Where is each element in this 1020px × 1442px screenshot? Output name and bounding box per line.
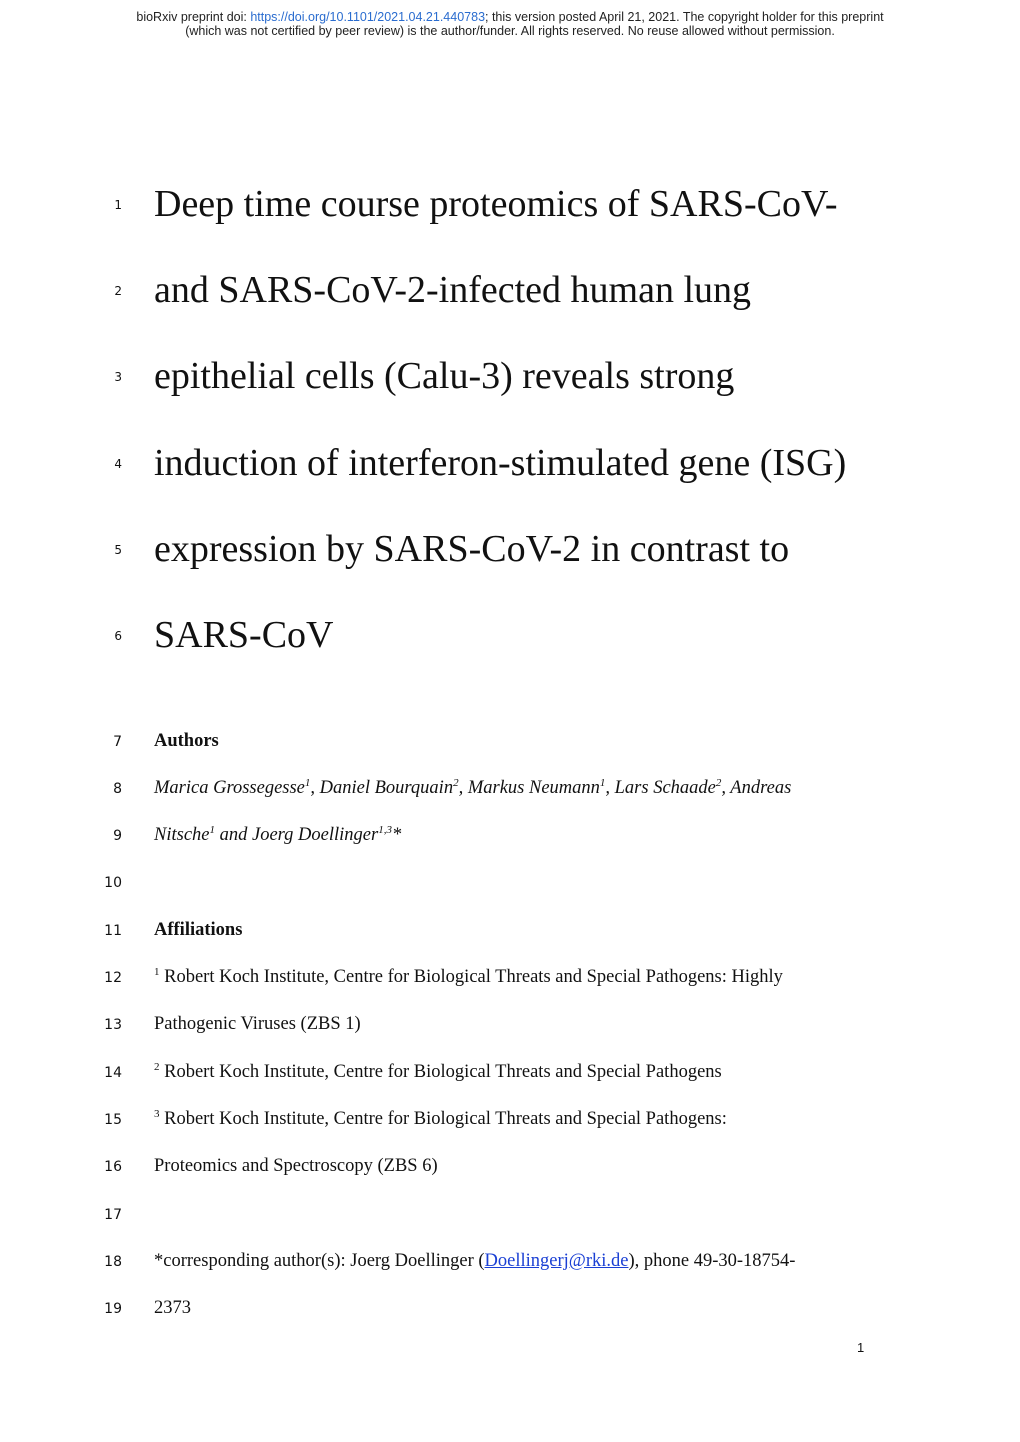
affiliation-mark: 1 (154, 965, 160, 978)
author-affiliation-mark: 2 (715, 776, 722, 789)
line-number: 6 (114, 629, 122, 643)
banner-copyright-note: (which was not certified by peer review) is the author/funder. All rights reserved. No reuse allowed without permission. (185, 24, 835, 38)
title-text: and SARS-CoV-2-infected human lung (154, 269, 752, 311)
title-text: induction of interferon-stimulated gene (ISG) (154, 442, 847, 484)
title-text: epithelial cells (Calu-3) reveals strong (154, 355, 735, 397)
author-name: Daniel Bourquain (319, 778, 454, 798)
line-number: 7 (113, 734, 122, 750)
author-separator: , Andreas (721, 778, 792, 798)
affiliation-text (154, 1109, 727, 1130)
author-affiliation-mark: 1 (209, 823, 215, 836)
author-name: Nitsche (154, 825, 210, 845)
line-number: 11 (104, 923, 122, 939)
title-text: SARS-CoV (154, 614, 334, 656)
page-number: 1 (857, 1340, 865, 1355)
author-name: Marica Grossegesse (154, 778, 305, 798)
line-number: 8 (113, 781, 122, 797)
affiliations-heading: Affiliations (154, 920, 243, 940)
line-number: 15 (104, 1112, 122, 1128)
affiliation-body: Robert Koch Institute, Centre for Biological Threats and Special Pathogens: Highly (159, 967, 783, 987)
line-number: 19 (104, 1301, 122, 1317)
preprint-banner (0, 10, 1020, 38)
title-text: expression by SARS-CoV-2 in contrast to (154, 528, 790, 570)
line-number: 17 (104, 1207, 122, 1223)
line-number: 5 (114, 543, 122, 557)
email-link[interactable]: Doellingerj@rki.de (484, 1251, 629, 1271)
authors-heading: Authors (154, 731, 219, 751)
author-affiliation-mark: 1 (599, 776, 606, 789)
author-name: Markus Neumann (467, 778, 600, 798)
author-list (154, 778, 791, 799)
author-affiliation-mark: 1,3 (378, 823, 392, 836)
affiliation-mark: 2 (154, 1060, 160, 1073)
author-separator: , (605, 778, 615, 798)
line-number: 16 (104, 1159, 122, 1175)
line-number: 9 (113, 828, 122, 844)
corresponding-phone: ), phone 49-30-18754- (628, 1251, 796, 1271)
affiliation-text: Proteomics and Spectroscopy (ZBS 6) (154, 1156, 438, 1176)
author-list-cont (154, 825, 401, 846)
corresponding-text (154, 1251, 795, 1272)
affiliation-body: Robert Koch Institute, Centre for Biological Threats and Special Pathogens (159, 1062, 722, 1082)
title-text: Deep time course proteomics of SARS-CoV- (154, 183, 838, 225)
author-affiliation-mark: 1 (304, 776, 311, 789)
line-number: 1 (114, 198, 122, 212)
line-number: 13 (104, 1017, 122, 1033)
line-number: 12 (104, 970, 122, 986)
doi-link[interactable]: https://doi.org/10.1101/2021.04.21.440783 (250, 10, 486, 24)
phone-continuation: 2373 (154, 1298, 191, 1318)
author-affiliation-mark: 2 (453, 776, 459, 789)
author-separator: , (310, 778, 320, 798)
affiliation-mark: 3 (154, 1107, 160, 1120)
affiliation-text (154, 967, 783, 988)
affiliation-text (154, 1062, 722, 1083)
corresponding-asterisk: * (391, 825, 402, 845)
affiliation-body: Robert Koch Institute, Centre for Biological Threats and Special Pathogens: (159, 1109, 727, 1129)
banner-posted: ; this version posted April 21, 2021. The copyright holder for this preprint (485, 10, 884, 24)
line-number: 3 (114, 370, 122, 384)
author-name: and Joerg Doellinger (215, 825, 379, 845)
line-number: 2 (114, 284, 122, 298)
affiliation-text: Pathogenic Viruses (ZBS 1) (154, 1014, 361, 1034)
corresponding-prefix: *corresponding author(s): Joerg Doellinger ( (154, 1251, 485, 1271)
line-number: 4 (114, 457, 122, 471)
line-number: 18 (104, 1254, 122, 1270)
author-separator: , (458, 778, 468, 798)
line-number: 10 (104, 875, 122, 891)
line-number: 14 (104, 1065, 122, 1081)
banner-prefix: bioRxiv preprint doi: (136, 10, 251, 24)
author-name: Lars Schaade (614, 778, 716, 798)
